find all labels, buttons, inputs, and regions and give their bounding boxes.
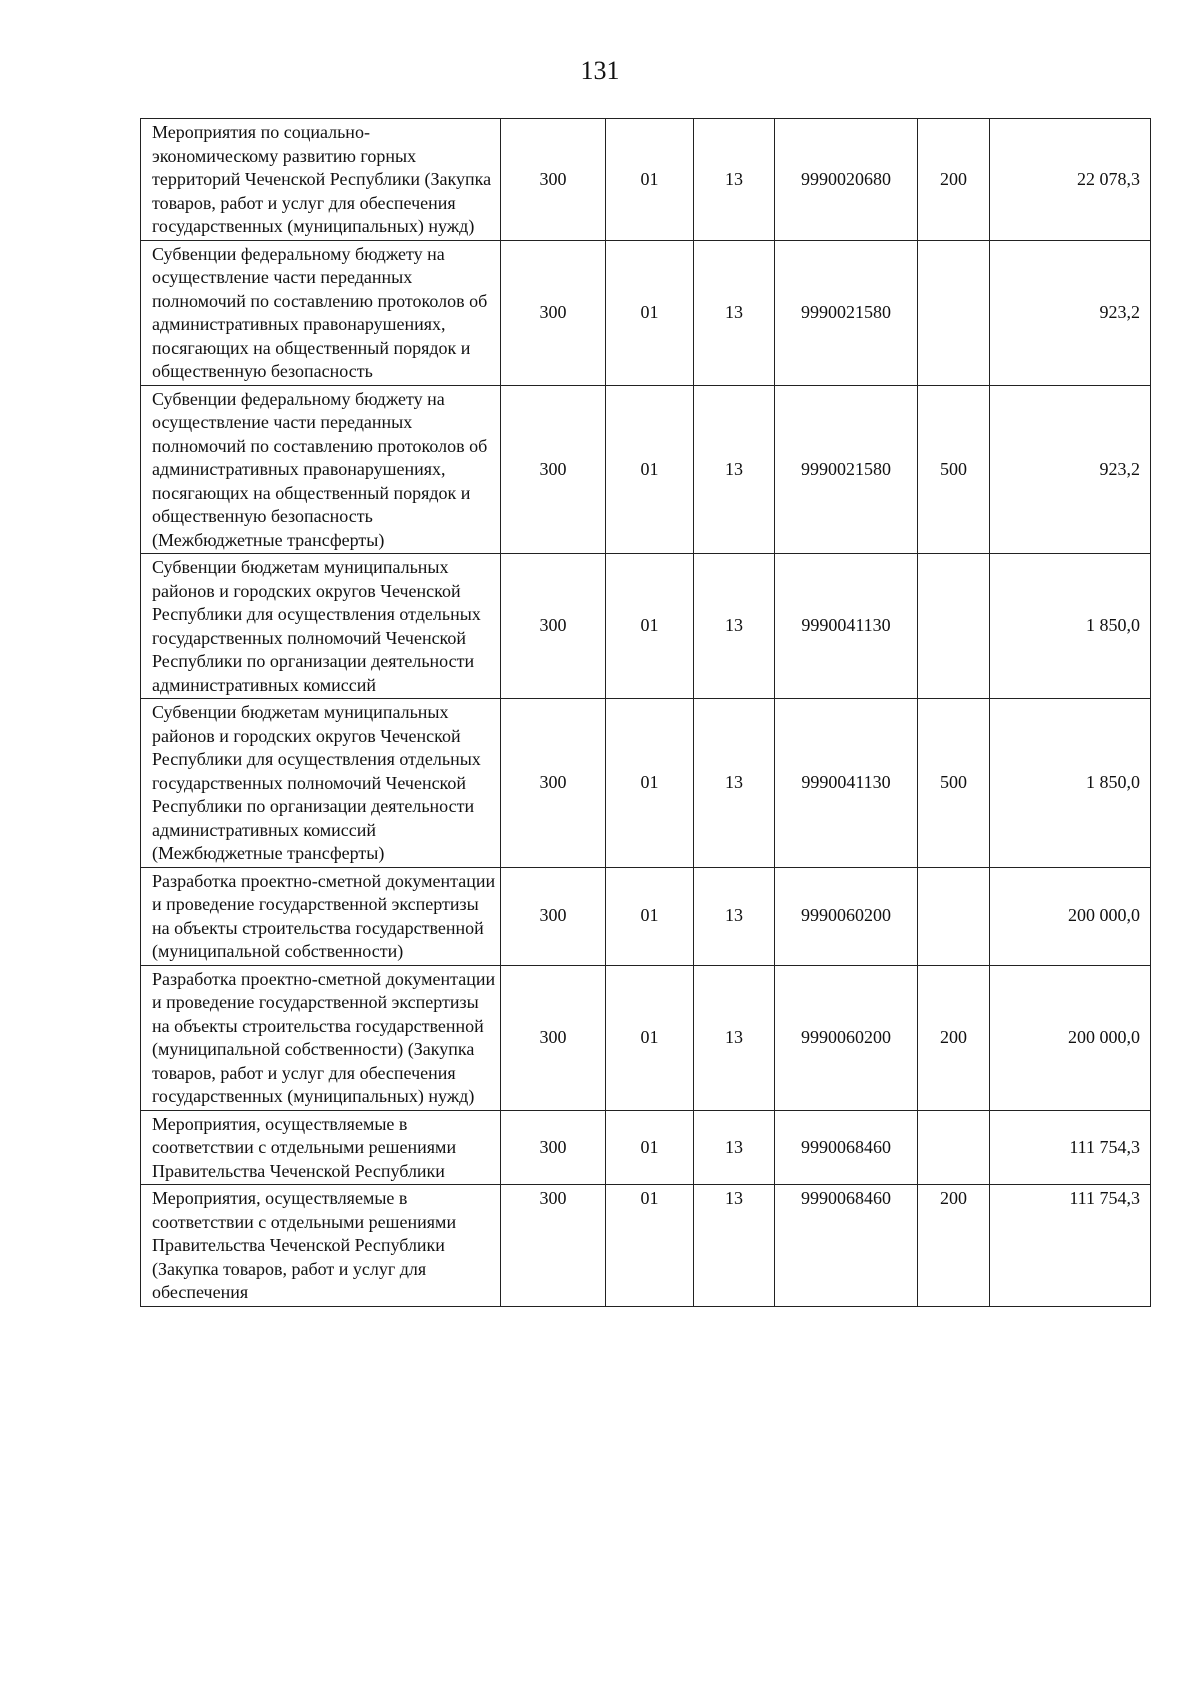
row-ved: 300 [501, 965, 606, 1110]
row-target-article: 9990060200 [775, 867, 918, 965]
row-section: 01 [606, 1110, 694, 1185]
row-subsection: 13 [694, 119, 775, 241]
table-row [141, 1110, 1151, 1185]
row-expense-type [918, 240, 990, 385]
row-amount: 923,2 [990, 385, 1151, 554]
row-subsection: 13 [694, 867, 775, 965]
row-name: Мероприятия по социально-экономическому развитию горных территорий Чеченской Республики (Закупка товаров, работ и услуг для обеспечения государственных (муниципальных) нужд) [141, 119, 501, 241]
row-name: Субвенции бюджетам муниципальных районов и городских округов Чеченской Республики для осуществления отдельных государственных полномочий Чеченской Республики по организации деятельности административных комиссий [141, 554, 501, 699]
row-amount: 200 000,0 [990, 867, 1151, 965]
table-row [141, 965, 1151, 1110]
table-row [141, 554, 1151, 699]
row-ved: 300 [501, 1110, 606, 1185]
row-subsection: 13 [694, 1110, 775, 1185]
row-target-article: 9990020680 [775, 119, 918, 241]
table-row [141, 119, 1151, 241]
row-subsection: 13 [694, 1185, 775, 1307]
row-expense-type [918, 554, 990, 699]
row-ved: 300 [501, 240, 606, 385]
row-amount: 111 754,3 [990, 1185, 1151, 1307]
row-subsection: 13 [694, 554, 775, 699]
row-expense-type: 500 [918, 385, 990, 554]
row-target-article: 9990060200 [775, 965, 918, 1110]
row-section: 01 [606, 1185, 694, 1307]
row-section: 01 [606, 554, 694, 699]
row-subsection: 13 [694, 699, 775, 868]
row-section: 01 [606, 699, 694, 868]
table-row [141, 385, 1151, 554]
row-section: 01 [606, 965, 694, 1110]
row-amount: 923,2 [990, 240, 1151, 385]
row-target-article: 9990041130 [775, 554, 918, 699]
row-expense-type [918, 1110, 990, 1185]
row-amount: 200 000,0 [990, 965, 1151, 1110]
row-name: Субвенции федеральному бюджету на осуществление части переданных полномочий по составлению протоколов об административных правонарушениях, посягающих на общественный порядок и общественную безопасность [141, 240, 501, 385]
row-target-article: 9990068460 [775, 1185, 918, 1307]
table-row [141, 699, 1151, 868]
row-name: Мероприятия, осуществляемые в соответствии с отдельными решениями Правительства Чеченской Республики [141, 1110, 501, 1185]
row-target-article: 9990021580 [775, 385, 918, 554]
row-ved: 300 [501, 867, 606, 965]
row-amount: 111 754,3 [990, 1110, 1151, 1185]
row-subsection: 13 [694, 240, 775, 385]
row-target-article: 9990068460 [775, 1110, 918, 1185]
row-expense-type: 500 [918, 699, 990, 868]
row-section: 01 [606, 240, 694, 385]
row-name: Субвенции федеральному бюджету на осуществление части переданных полномочий по составлению протоколов об административных правонарушениях, посягающих на общественный порядок и общественную безопасность (Межбюджетные трансферты) [141, 385, 501, 554]
row-expense-type: 200 [918, 1185, 990, 1307]
table-row [141, 240, 1151, 385]
row-amount: 1 850,0 [990, 554, 1151, 699]
table-row [141, 867, 1151, 965]
row-amount: 22 078,3 [990, 119, 1151, 241]
row-subsection: 13 [694, 385, 775, 554]
row-amount: 1 850,0 [990, 699, 1151, 868]
page-number: 131 [580, 56, 620, 85]
row-name: Мероприятия, осуществляемые в соответствии с отдельными решениями Правительства Чеченской Республики (Закупка товаров, работ и услуг для обеспечения [141, 1185, 501, 1307]
budget-table [140, 118, 1151, 1307]
row-ved: 300 [501, 699, 606, 868]
row-subsection: 13 [694, 965, 775, 1110]
row-ved: 300 [501, 554, 606, 699]
row-ved: 300 [501, 1185, 606, 1307]
row-name: Субвенции бюджетам муниципальных районов и городских округов Чеченской Республики для осуществления отдельных государственных полномочий Чеченской Республики по организации деятельности административных комиссий (Межбюджетные трансферты) [141, 699, 501, 868]
row-section: 01 [606, 385, 694, 554]
table-row [141, 1185, 1151, 1307]
row-ved: 300 [501, 385, 606, 554]
row-expense-type [918, 867, 990, 965]
row-target-article: 9990041130 [775, 699, 918, 868]
row-target-article: 9990021580 [775, 240, 918, 385]
row-ved: 300 [501, 119, 606, 241]
row-name: Разработка проектно-сметной документации и проведение государственной экспертизы на объекты строительства государственной (муниципальной собственности) (Закупка товаров, работ и услуг для обеспечения государственных (муниципальных) нужд) [141, 965, 501, 1110]
row-expense-type: 200 [918, 119, 990, 241]
row-section: 01 [606, 119, 694, 241]
row-name: Разработка проектно-сметной документации и проведение государственной экспертизы на объекты строительства государственной (муниципальной собственности) [141, 867, 501, 965]
row-expense-type: 200 [918, 965, 990, 1110]
row-section: 01 [606, 867, 694, 965]
